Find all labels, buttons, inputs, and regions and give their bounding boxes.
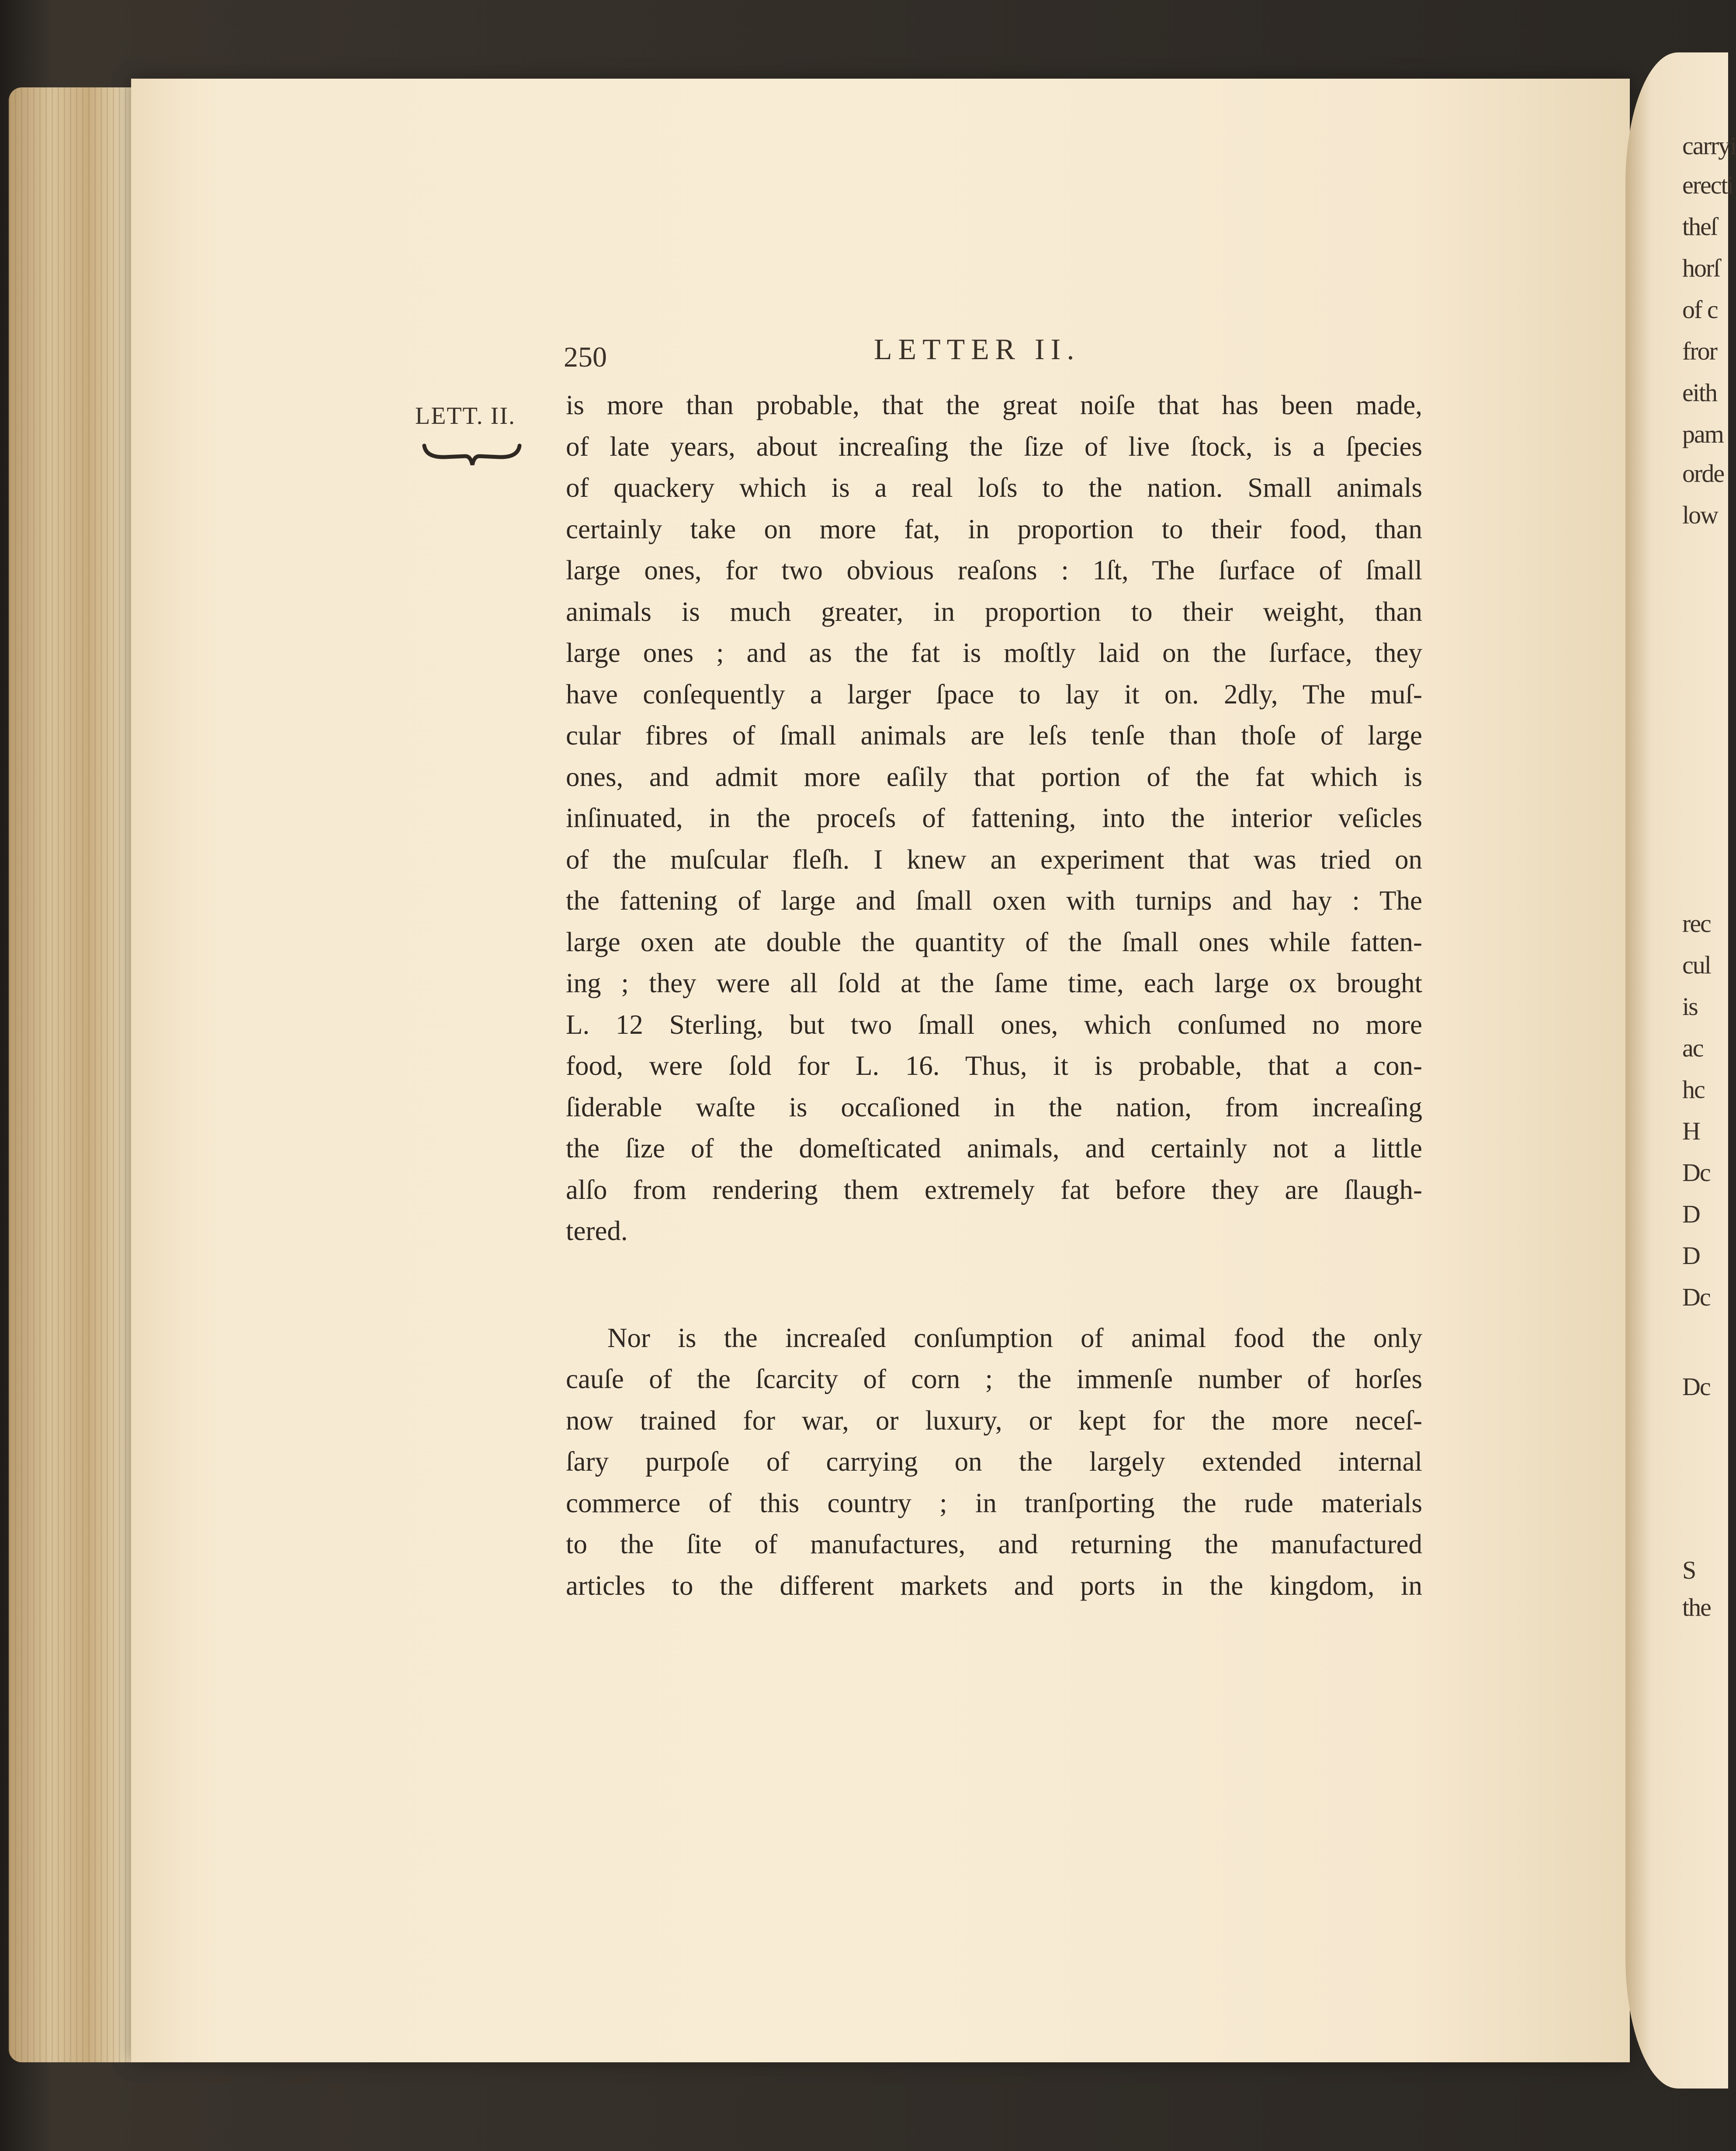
facing-page-word: eith xyxy=(1682,378,1717,407)
page-number: 250 xyxy=(564,341,607,373)
facing-page-word: D xyxy=(1682,1200,1700,1228)
paragraph-2 xyxy=(566,1317,1422,1607)
text-line: of late years, about increaſing the ſize of live ſtock, is a ſpecies xyxy=(566,431,1422,462)
text-line: have conſequently a larger ſpace to lay it on. 2dly, The muſ- xyxy=(566,679,1422,710)
text-line: commerce of this country ; in tranſporting the rude materials xyxy=(566,1487,1422,1518)
facing-page-word: low xyxy=(1682,501,1718,529)
paragraph-1 xyxy=(566,384,1422,1252)
text-line: now trained for war, or luxury, or kept for the more neceſ- xyxy=(566,1405,1422,1436)
text-line: large oxen ate double the quantity of the ſmall ones while fatten- xyxy=(566,926,1422,957)
facing-page-word: horſ xyxy=(1682,254,1720,282)
text-line: ing ; they were all ſold at the ſame time, each large ox brought xyxy=(566,968,1422,998)
facing-page-word: cul xyxy=(1682,951,1711,979)
text-line: to the ſite of manufactures, and returning the manufactured xyxy=(566,1529,1422,1559)
text-line: L. 12 Sterling, but two ſmall ones, which conſumed no more xyxy=(566,1009,1422,1040)
text-line: large ones ; and as the fat is moſtly laid on the ſurface, they xyxy=(566,637,1422,668)
text-line: cular fibres of ſmall animals are leſs tenſe than thoſe of large xyxy=(566,720,1422,751)
facing-page-word: S xyxy=(1682,1556,1696,1584)
facing-page-word: hc xyxy=(1682,1075,1705,1104)
facing-page-word: D xyxy=(1682,1241,1700,1270)
facing-page-word: is xyxy=(1682,992,1698,1021)
running-head: LETTER II. xyxy=(874,333,1081,366)
text-line: the ſize of the domeſticated animals, and certainly not a little xyxy=(566,1133,1422,1164)
facing-page-word: erecti xyxy=(1682,171,1733,199)
text-line: ſary purpoſe of carrying on the largely extended internal xyxy=(566,1446,1422,1477)
text-line: food, were ſold for L. 16. Thus, it is probable, that a con- xyxy=(566,1050,1422,1081)
facing-page-word: theſ xyxy=(1682,212,1717,241)
body-text xyxy=(566,384,1422,1606)
text-line: ones, and admit more eaſily that portion of the fat which is xyxy=(566,761,1422,792)
text-line: ſiderable waſte is occaſioned in the nation, from increaſing xyxy=(566,1091,1422,1122)
text-line: certainly take on more fat, in proportion to their food, than xyxy=(566,513,1422,544)
text-line: of quackery which is a real loſs to the nation. Small animals xyxy=(566,472,1422,503)
text-line: animals is much greater, in proportion to their weight, than xyxy=(566,596,1422,627)
text-line: the fattening of large and ſmall oxen with turnips and hay : The xyxy=(566,885,1422,916)
facing-page-word: rec xyxy=(1682,909,1711,938)
facing-page-word: carryi xyxy=(1682,132,1736,160)
facing-page-word: orde xyxy=(1682,459,1724,488)
text-line: is more than probable, that the great noiſe that has been made, xyxy=(566,390,1422,420)
facing-page xyxy=(1625,52,1736,2089)
text-line: Nor is the increaſed conſumption of animal food the only xyxy=(607,1322,1422,1353)
text-line: large ones, for two obvious reaſons : 1ſt, The ſurface of ſmall xyxy=(566,555,1422,585)
facing-page-word: Dc xyxy=(1682,1158,1710,1187)
facing-page-word: pam xyxy=(1682,420,1723,448)
facing-page-word: Dc xyxy=(1682,1283,1710,1311)
marginal-note: LETT. II. xyxy=(415,402,516,430)
facing-page-word: Dc xyxy=(1682,1372,1710,1401)
facing-page-word: fror xyxy=(1682,337,1717,365)
text-line: cauſe of the ſcarcity of corn ; the immenſe number of horſes xyxy=(566,1364,1422,1394)
text-line: alſo from rendering them extremely fat before they are ſlaugh- xyxy=(566,1174,1422,1205)
text-line: inſinuated, in the proceſs of fattening, into the interior veſicles xyxy=(566,803,1422,833)
facing-page-word: the xyxy=(1682,1593,1711,1621)
paragraph-gap xyxy=(566,1252,1422,1317)
facing-page-word: of c xyxy=(1682,295,1718,324)
facing-page-word: H xyxy=(1682,1117,1700,1145)
gutter xyxy=(131,79,184,2062)
text-line: articles to the different markets and ports in the kingdom, in xyxy=(566,1570,1422,1601)
text-line: tered. xyxy=(566,1216,628,1246)
text-line: of the muſcular fleſh. I knew an experiment that was tried on xyxy=(566,844,1422,875)
facing-page-word: ac xyxy=(1682,1034,1703,1062)
brace-icon xyxy=(422,441,522,468)
